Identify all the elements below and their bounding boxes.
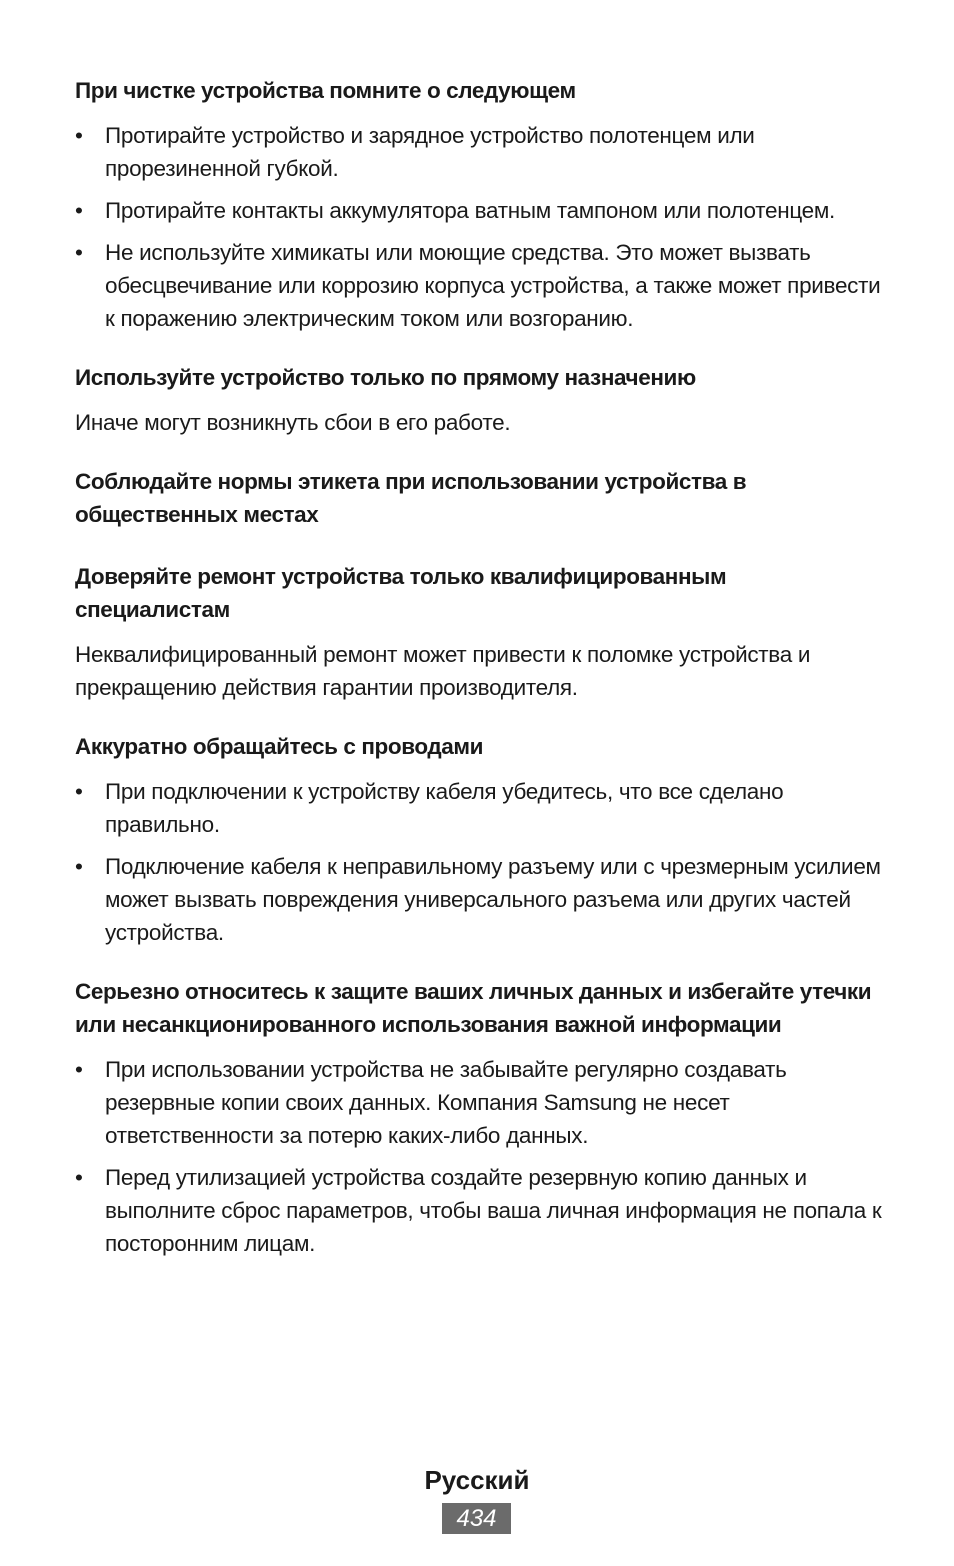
- bullet-marker: •: [75, 240, 83, 265]
- section-heading-repair: Доверяйте ремонт устройства только квалифицированным специалистам: [75, 564, 727, 622]
- bullet-marker: •: [75, 1057, 83, 1082]
- footer-language-label: Русский: [424, 1465, 530, 1495]
- list-item-text: При подключении к устройству кабеля убедитесь, что все сделано правильно.: [105, 779, 784, 837]
- list-item-text: При использовании устройства не забывайте регулярно создавать резервные копии своих данных. Компания Samsung не несет ответственности за потерю каких-либо данных.: [105, 1057, 787, 1148]
- section-heading-cables: Аккуратно обращайтесь с проводами: [75, 734, 484, 759]
- list-item-text: Протирайте устройство и зарядное устройство полотенцем или прорезиненной губкой.: [105, 123, 755, 181]
- bullet-marker: •: [75, 854, 83, 879]
- list-item-text: Перед утилизацией устройства создайте резервную копию данных и выполните сброс параметров, чтобы ваша личная информация не попала к посторонним лицам.: [105, 1165, 882, 1256]
- bullet-list-privacy: [75, 1053, 885, 1260]
- bullet-list-cables: [75, 775, 885, 949]
- list-item-text: Не используйте химикаты или моющие средства. Это может вызвать обесцвечивание или коррозию корпуса устройства, а также может привести к поражению электрическим током или возгоранию.: [105, 240, 881, 331]
- list-item: [75, 119, 885, 185]
- list-item: [75, 1161, 885, 1260]
- section-heading-etiquette: Соблюдайте нормы этикета при использовании устройства в общественных местах: [75, 469, 747, 527]
- bullet-marker: •: [75, 1165, 83, 1190]
- section-body-repair: Неквалифицированный ремонт может привести к поломке устройства и прекращению действия гарантии производителя.: [75, 642, 811, 700]
- list-item: [75, 850, 885, 949]
- bullet-list-cleaning: [75, 119, 885, 335]
- bullet-marker: •: [75, 123, 83, 148]
- bullet-marker: •: [75, 779, 83, 804]
- list-item: [75, 775, 885, 841]
- list-item-text: Подключение кабеля к неправильному разъему или с чрезмерным усилием может вызвать повреждения универсального разъема или других частей устройства.: [105, 854, 881, 945]
- bullet-marker: •: [75, 198, 83, 223]
- list-item: [75, 236, 885, 335]
- page-number-badge: 434: [442, 1503, 511, 1534]
- list-item: [75, 1053, 885, 1152]
- section-body-intended-use: Иначе могут возникнуть сбои в его работе.: [75, 410, 511, 435]
- list-item: [75, 194, 885, 227]
- section-heading-intended-use: Используйте устройство только по прямому назначению: [75, 365, 696, 390]
- section-heading-privacy: Серьезно относитесь к защите ваших личных данных и избегайте утечки или несанкционированного использования важной информации: [75, 979, 872, 1037]
- section-heading-cleaning: При чистке устройства помните о следующем: [75, 78, 576, 103]
- list-item-text: Протирайте контакты аккумулятора ватным тампоном или полотенцем.: [105, 198, 836, 223]
- document-body: [75, 70, 885, 1260]
